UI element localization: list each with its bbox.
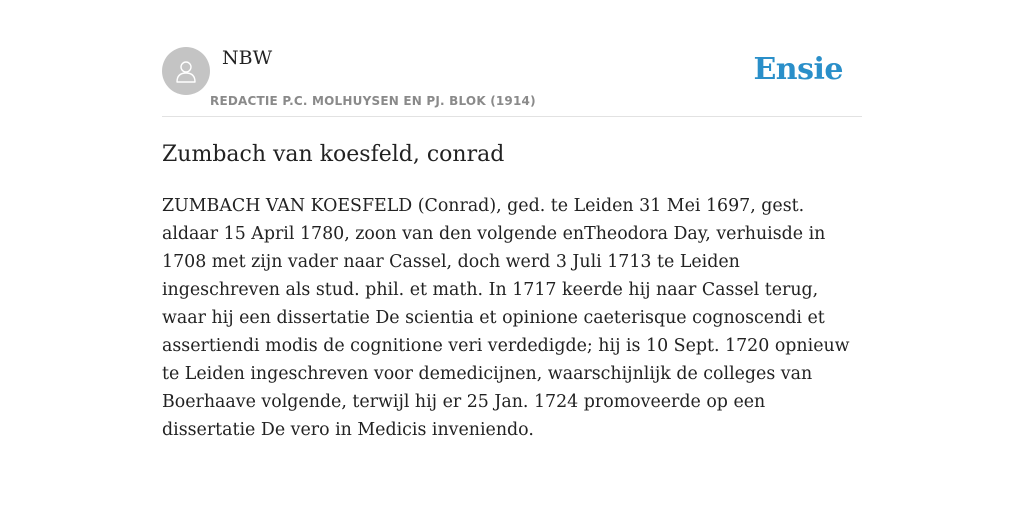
person-icon <box>172 57 200 85</box>
avatar[interactable] <box>162 47 210 95</box>
brand-logo[interactable]: Ensie <box>753 52 843 87</box>
article-card <box>162 0 862 512</box>
article-title: Zumbach van koesfeld, conrad <box>162 142 505 167</box>
article-header <box>162 0 862 117</box>
source-subtitle: REDACTIE P.C. MOLHUYSEN EN PJ. BLOK (1914) <box>210 94 536 108</box>
article-body: ZUMBACH VAN KOESFELD (Conrad), ged. te Leiden 31 Mei 1697, gest. aldaar 15 April 1780, zoon van den volgende enTheodora Day, verhuisde in 1708 met zijn vader naar Cassel, doch werd 3 Juli 1713 te Leiden ingeschreven als stud. phil. et math. In 1717 keerde hij naar Cassel terug, waar hij een dissertatie De scientia et opinione caeterisque cognoscendi et assertiendi modis de cognitione veri verdedigde; hij is 10 Sept. 1720 opnieuw te Leiden ingeschreven voor demedicijnen, waarschijnlijk de colleges van Boerhaave volgende, terwijl hij er 25 Jan. 1724 promoveerde op een dissertatie De vero in Medicis inveniendo. <box>162 196 850 440</box>
source-name[interactable]: NBW <box>222 47 273 69</box>
